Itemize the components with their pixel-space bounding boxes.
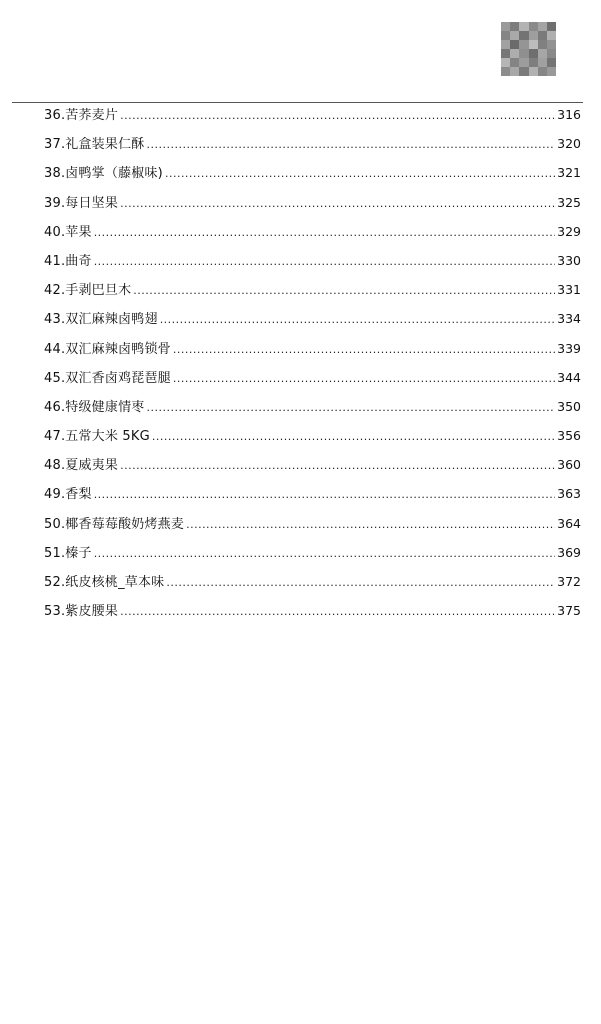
- logo-mosaic-cell: [501, 58, 510, 67]
- toc-entry[interactable]: [44, 426, 581, 455]
- toc-entry-title: 37.礼盒装果仁酥: [44, 137, 145, 153]
- toc-entry[interactable]: [44, 455, 581, 484]
- logo-mosaic-cell: [538, 22, 547, 31]
- logo-mosaic-cell: [501, 22, 510, 31]
- logo-mosaic-cell: [538, 31, 547, 40]
- logo-mosaic-cell: [510, 40, 519, 49]
- toc-entry[interactable]: [44, 514, 581, 543]
- toc-entry-page-number: 316: [557, 107, 581, 122]
- logo-mosaic-cell: [519, 31, 528, 40]
- logo-mosaic-cell: [519, 40, 528, 49]
- logo-mosaic-cell: [529, 40, 538, 49]
- logo-mosaic-cell: [529, 49, 538, 58]
- toc-entry-title: 42.手剥巴旦木: [44, 283, 132, 299]
- toc-entry[interactable]: [44, 601, 581, 630]
- toc-dot-leader: [160, 310, 555, 330]
- toc-entry-title: 50.椰香莓莓酸奶烤燕麦: [44, 516, 185, 532]
- toc-entry-title: 47.五常大米 5KG: [44, 429, 150, 445]
- toc-entry-page-number: 350: [557, 398, 581, 414]
- logo-mosaic-cell: [510, 22, 519, 31]
- toc-entry-page-number: 363: [557, 486, 581, 502]
- toc-entry-title: 46.特级健康情枣: [44, 399, 145, 415]
- logo-mosaic-cell: [519, 58, 528, 67]
- toc-entry-page-number: 356: [557, 428, 581, 444]
- toc-entry-title: 51.榛子: [44, 545, 92, 561]
- toc-dot-leader: [120, 456, 555, 476]
- toc-entry[interactable]: [44, 339, 581, 368]
- toc-entry-page-number: 330: [557, 252, 581, 268]
- toc-entry-page-number: 321: [557, 165, 581, 181]
- toc-entry[interactable]: [44, 251, 581, 280]
- logo-mosaic-cell: [547, 22, 556, 31]
- logo-mosaic-cell: [538, 40, 547, 49]
- logo-mosaic-cell: [510, 31, 519, 40]
- toc-entry-page-number: 364: [557, 515, 581, 531]
- toc-dot-leader: [94, 252, 555, 272]
- toc-dot-leader: [94, 223, 555, 243]
- logo-mosaic-cell: [538, 49, 547, 58]
- toc-entry-title: 40.苹果: [44, 224, 92, 240]
- toc-entry-title: 52.纸皮核桃_草本味: [44, 575, 165, 590]
- toc-entry[interactable]: [44, 543, 581, 572]
- toc-entry-page-number: 331: [557, 282, 581, 298]
- logo-mosaic-cell: [510, 49, 519, 58]
- toc-dot-leader: [120, 602, 555, 622]
- logo-mosaic-cell: [547, 31, 556, 40]
- toc-entry[interactable]: [44, 193, 581, 222]
- toc-entry[interactable]: [44, 572, 581, 601]
- toc-entry[interactable]: [44, 397, 581, 426]
- logo-mosaic-cell: [510, 58, 519, 67]
- toc-entry-title: 45.双汇香卤鸡琵琶腿: [44, 370, 171, 386]
- toc-dot-leader: [173, 340, 555, 360]
- toc-dot-leader: [120, 194, 555, 214]
- logo-mosaic-cell: [547, 58, 556, 67]
- toc-dot-leader: [173, 369, 555, 389]
- toc-entry[interactable]: [44, 163, 581, 192]
- toc-entry-page-number: 344: [557, 369, 581, 385]
- toc-dot-leader: [146, 135, 555, 155]
- toc-entry-title: 43.双汇麻辣卤鸭翅: [44, 312, 158, 328]
- toc-entry[interactable]: [44, 222, 581, 251]
- toc-entry-title: 38.卤鸭掌（藤椒味): [44, 166, 163, 182]
- toc-entry[interactable]: [44, 309, 581, 338]
- toc-dot-leader: [166, 573, 555, 593]
- toc-entry[interactable]: [44, 280, 581, 309]
- table-of-contents: [44, 105, 581, 630]
- toc-entry[interactable]: [44, 105, 581, 134]
- logo-mosaic-cell: [501, 31, 510, 40]
- toc-dot-leader: [152, 427, 555, 447]
- toc-entry-page-number: 334: [557, 311, 581, 327]
- logo-mosaic-cell: [519, 67, 528, 76]
- toc-entry-page-number: 329: [557, 223, 581, 239]
- logo-mosaic-cell: [529, 58, 538, 67]
- toc-dot-leader: [133, 281, 555, 301]
- toc-entry-page-number: 369: [557, 544, 581, 560]
- toc-dot-leader: [94, 485, 555, 505]
- logo-mosaic-cell: [529, 67, 538, 76]
- logo-mosaic-cell: [501, 40, 510, 49]
- toc-entry-page-number: 372: [557, 574, 581, 589]
- toc-entry-page-number: 325: [557, 194, 581, 210]
- toc-entry-page-number: 375: [557, 603, 581, 619]
- toc-entry-title: 49.香梨: [44, 487, 92, 503]
- toc-entry-title: 39.每日坚果: [44, 195, 119, 211]
- logo-mosaic-cell: [519, 49, 528, 58]
- toc-entry-title: 41.曲奇: [44, 253, 92, 269]
- logo-mosaic-cell: [547, 40, 556, 49]
- toc-dot-leader: [186, 515, 555, 535]
- toc-entry-title: 36.苦荞麦片: [44, 108, 119, 123]
- logo-mosaic-cell: [501, 49, 510, 58]
- toc-entry[interactable]: [44, 368, 581, 397]
- logo-mosaic-cell: [529, 31, 538, 40]
- logo-mosaic-cell: [510, 67, 519, 76]
- toc-entry-page-number: 360: [557, 457, 581, 473]
- toc-entry-title: 44.双汇麻辣卤鸭锁骨: [44, 341, 171, 357]
- toc-dot-leader: [146, 398, 555, 418]
- toc-entry-title: 53.紫皮腰果: [44, 604, 119, 620]
- toc-entry[interactable]: [44, 484, 581, 513]
- toc-dot-leader: [120, 106, 555, 126]
- logo-mosaic-cell: [538, 58, 547, 67]
- header-divider: [12, 102, 583, 103]
- toc-entry-page-number: 339: [557, 340, 581, 356]
- toc-entry-title: 48.夏威夷果: [44, 458, 119, 474]
- logo-mosaic-cell: [547, 67, 556, 76]
- logo-mosaic-cell: [547, 49, 556, 58]
- toc-dot-leader: [165, 164, 555, 184]
- logo-mosaic-cell: [529, 22, 538, 31]
- logo-mosaic-cell: [501, 67, 510, 76]
- pixelated-logo-icon: [501, 22, 556, 76]
- logo-mosaic-cell: [519, 22, 528, 31]
- toc-dot-leader: [94, 544, 555, 564]
- logo-mosaic-cell: [538, 67, 547, 76]
- toc-entry-page-number: 320: [557, 136, 581, 152]
- toc-entry[interactable]: [44, 134, 581, 163]
